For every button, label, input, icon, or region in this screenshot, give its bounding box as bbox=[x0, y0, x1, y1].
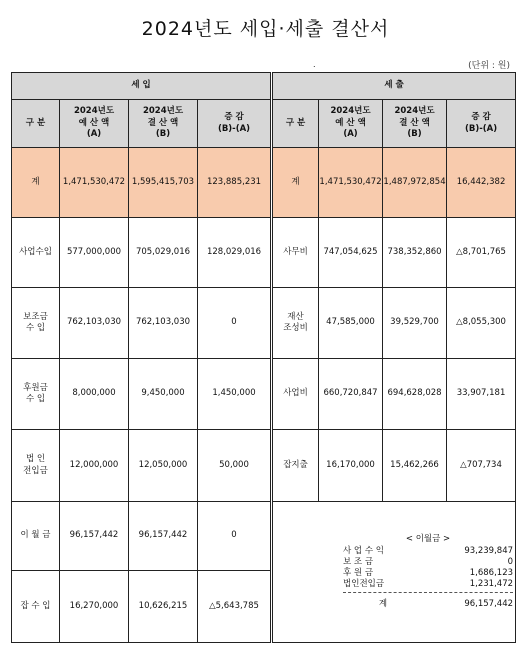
expense-settled: 738,352,860 bbox=[383, 218, 447, 288]
income-label: 후원금 수 입 bbox=[12, 359, 60, 430]
income-diff: 0 bbox=[198, 288, 272, 359]
income-budget: 12,000,000 bbox=[60, 430, 129, 502]
expense-budget: 47,585,000 bbox=[319, 288, 383, 359]
income-diff-header: 증 감 (B)-(A) bbox=[198, 100, 272, 148]
income-diff: 1,450,000 bbox=[198, 359, 272, 430]
carryover-key: 사 업 수 익 bbox=[343, 546, 384, 556]
carryover-total-row bbox=[343, 599, 513, 610]
income-budget: 577,000,000 bbox=[60, 218, 129, 288]
carryover-summary bbox=[343, 534, 513, 610]
income-label: 사업수입 bbox=[12, 218, 60, 288]
income-category-header: 구 분 bbox=[12, 100, 60, 148]
carryover-summary-cell bbox=[272, 502, 516, 643]
carryover-title: < 이월금 > bbox=[405, 534, 451, 544]
dot-mark: . bbox=[313, 60, 316, 69]
summary-divider bbox=[343, 592, 513, 593]
expense-budget: 747,054,625 bbox=[319, 218, 383, 288]
carryover-key: 법인전입금 bbox=[343, 579, 385, 589]
expense-budget: 16,170,000 bbox=[319, 430, 383, 502]
expense-settled-header: 2024년도 결 산 액 (B) bbox=[383, 100, 447, 148]
expense-diff: △707,734 bbox=[447, 430, 516, 502]
expense-label: 잡지출 bbox=[272, 430, 319, 502]
expense-budget: 1,471,530,472 bbox=[319, 148, 383, 218]
carryover-key: 후 원 금 bbox=[343, 568, 374, 578]
income-settled: 12,050,000 bbox=[129, 430, 198, 502]
expense-budget-header: 2024년도 예 산 액 (A) bbox=[319, 100, 383, 148]
income-budget: 1,471,530,472 bbox=[60, 148, 129, 218]
income-label: 이 월 금 bbox=[12, 502, 60, 571]
income-diff: 128,029,016 bbox=[198, 218, 272, 288]
carryover-row bbox=[343, 546, 513, 557]
income-header: 세 입 bbox=[12, 73, 272, 100]
income-diff: 0 bbox=[198, 502, 272, 571]
income-budget: 16,270,000 bbox=[60, 571, 129, 643]
income-settled: 9,450,000 bbox=[129, 359, 198, 430]
income-budget: 96,157,442 bbox=[60, 502, 129, 571]
carryover-row bbox=[343, 568, 513, 579]
page-title: 2024년도 세입·세출 결산서 bbox=[141, 18, 390, 40]
expense-diff: △8,055,300 bbox=[447, 288, 516, 359]
carryover-total-value: 96,157,442 bbox=[464, 599, 514, 609]
expense-label: 사무비 bbox=[272, 218, 319, 288]
income-budget: 8,000,000 bbox=[60, 359, 129, 430]
income-settled: 10,626,215 bbox=[129, 571, 198, 643]
income-settled: 96,157,442 bbox=[129, 502, 198, 571]
income-budget: 762,103,030 bbox=[60, 288, 129, 359]
carryover-value: 1,231,472 bbox=[469, 579, 514, 589]
carryover-value: 1,686,123 bbox=[469, 568, 514, 578]
income-diff: 123,885,231 bbox=[198, 148, 272, 218]
carryover-row bbox=[343, 579, 513, 590]
unit-label: (단위 : 원) bbox=[468, 61, 510, 71]
expense-diff: △8,701,765 bbox=[447, 218, 516, 288]
income-label: 계 bbox=[12, 148, 60, 218]
expense-label: 재산 조성비 bbox=[272, 288, 319, 359]
carryover-value: 93,239,847 bbox=[464, 546, 514, 556]
settlement-table bbox=[11, 72, 516, 643]
income-label: 법 인 전입금 bbox=[12, 430, 60, 502]
income-label: 보조금 수 입 bbox=[12, 288, 60, 359]
expense-settled: 1,487,972,854 bbox=[383, 148, 447, 218]
income-diff: △5,643,785 bbox=[198, 571, 272, 643]
expense-header: 세 출 bbox=[272, 73, 516, 100]
carryover-key: 보 조 금 bbox=[343, 557, 374, 567]
expense-label: 계 bbox=[272, 148, 319, 218]
expense-category-header: 구 분 bbox=[272, 100, 319, 148]
expense-diff: 33,907,181 bbox=[447, 359, 516, 430]
expense-diff: 16,442,382 bbox=[447, 148, 516, 218]
expense-label: 사업비 bbox=[272, 359, 319, 430]
expense-settled: 694,628,028 bbox=[383, 359, 447, 430]
income-settled-header: 2024년도 결 산 액 (B) bbox=[129, 100, 198, 148]
income-budget-header: 2024년도 예 산 액 (A) bbox=[60, 100, 129, 148]
income-settled: 705,029,016 bbox=[129, 218, 198, 288]
carryover-value: 0 bbox=[507, 557, 514, 567]
income-settled: 762,103,030 bbox=[129, 288, 198, 359]
income-settled: 1,595,415,703 bbox=[129, 148, 198, 218]
income-diff: 50,000 bbox=[198, 430, 272, 502]
carryover-row bbox=[343, 557, 513, 568]
income-label: 잡 수 입 bbox=[12, 571, 60, 643]
expense-settled: 15,462,266 bbox=[383, 430, 447, 502]
expense-budget: 660,720,847 bbox=[319, 359, 383, 430]
expense-diff-header: 증 감 (B)-(A) bbox=[447, 100, 516, 148]
expense-settled: 39,529,700 bbox=[383, 288, 447, 359]
carryover-total-label: 계 bbox=[378, 599, 388, 609]
